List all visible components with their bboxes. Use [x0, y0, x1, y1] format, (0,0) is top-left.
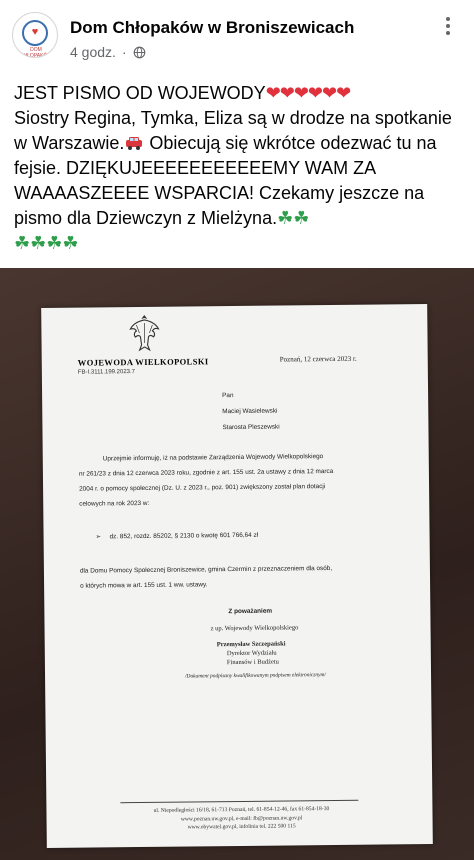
letter-para1-line3: 2004 r. o pomocy społecznej (Dz. U. z 2023 r., poz. 901) zwiększony został plan dotacji [79, 483, 326, 493]
shamrock-icon: ☘☘ [277, 208, 310, 228]
letter-signer-role2: Finansów i Budżetu [226, 658, 279, 667]
post-body-text [14, 81, 464, 256]
letter-signer-role1: Dyrektor Wydziału [226, 649, 277, 658]
shamrock-icon-row: ☘☘☘☘ [14, 233, 79, 253]
post-photo[interactable] [0, 268, 474, 860]
letter-institution: WOJEWODA WIELKOPOLSKI [77, 356, 209, 368]
letter-signature-note: /Dokument podpisany kwalifikowanym podpisem elektronicznym/ [185, 672, 326, 680]
post-timestamp[interactable]: 4 godz. [70, 44, 116, 60]
letter-bullet-text: dz. 852, rozdz. 85202, § 2130 o kwotę 601 766,64 zł [109, 531, 259, 541]
letter-footer-line2: www.poznan.uw.gov.pl, e-mail: fb@poznan.uw.gov.pl [180, 814, 303, 823]
post-meta [70, 44, 146, 60]
letter-recipient-title: Starosta Pleszewski [222, 423, 280, 432]
letter-para1-line1: Uprzejmie informuję, iż na podstawie Zarządzenia Wojewody Wielkopolskiego [102, 453, 324, 463]
more-options-icon[interactable] [436, 14, 460, 38]
letter-recipient-name: Maciej Wasielewski [222, 407, 278, 416]
globe-icon [133, 46, 146, 59]
letter-document [41, 304, 433, 848]
letter-footer-divider [120, 800, 358, 803]
page-avatar[interactable] [12, 12, 58, 58]
post-header [0, 0, 474, 68]
avatar-logo-text: DOM CHŁOPAKÓW [19, 47, 53, 58]
red-heart-icon: ❤❤❤❤❤❤ [265, 83, 351, 103]
letter-place-date: Poznań, 12 czerwca 2023 r. [279, 354, 357, 364]
letter-bullet-arrow: ➢ [95, 533, 101, 541]
letter-para2-line1: dla Domu Pomocy Społecznej Broniszewice, gmina Czermin z przeznaczeniem dla osób, [79, 565, 333, 575]
letter-para1-line2: nr 261/23 z dnia 12 czerwca 2023 roku, zgodnie z art. 155 ust. 2a ustawy z dnia 12 marca [78, 467, 334, 478]
page-name-link[interactable]: Dom Chłopaków w Broniszewicach [70, 18, 355, 37]
letter-footer-line1: ul. Niepodległości 16/18, 61-713 Poznań, tel. 61-854-12-46, fax 61-854-18-30 [153, 806, 330, 814]
car-icon [124, 135, 144, 151]
letter-footer [126, 805, 356, 833]
letter-on-behalf: z up. Wojewody Wielkopolskiego [210, 624, 299, 633]
letter-para2-line2: o których mowa w art. 155 ust. 1 ww. ustawy. [80, 581, 208, 590]
letter-recipient-pan: Pan [222, 392, 234, 400]
letter-footer-line3: www.obywatel.gov.pl, infolinia tel. 222 500 115 [187, 823, 296, 831]
letter-regards: Z poważaniem [228, 607, 273, 616]
post-text-line1: JEST PISMO OD WOJEWODY [14, 83, 266, 103]
meta-separator: · [121, 44, 127, 60]
avatar-heart-icon: ♥ [31, 26, 39, 38]
post-text-line3: Obiecują się wkrótce odezwać tu na fejsie. DZIĘKUJEEEEEEEEEEEMY WAM ZA WAAAASZEEEE WSPARCIA! Czekamy jeszcze na pismo dla Dziewczyn z Mielżyna. [14, 133, 442, 228]
letter-signer: Przemysław Szczepański [216, 640, 286, 649]
letter-para1-line4: celowych na rok 2023 w: [79, 499, 150, 508]
post-text-line2: Siostry Regina, Tymka, Eliza są w drodze na spotkanie w Warszawie. [14, 108, 457, 153]
letter-reference: FB-I.3111.199.2023.7 [77, 369, 136, 376]
polish-eagle-emblem-icon [127, 313, 161, 353]
